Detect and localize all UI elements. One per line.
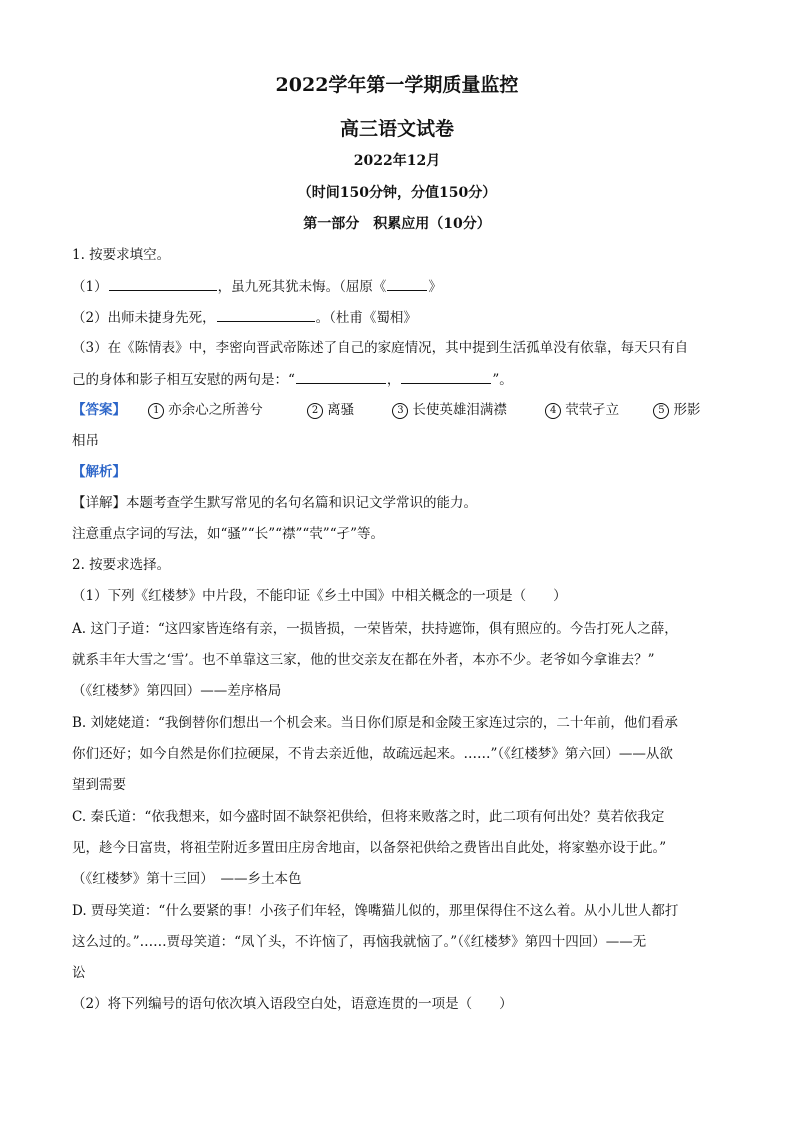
answer-item xyxy=(148,401,263,419)
circle-number: 2 xyxy=(307,403,323,419)
answer-blank[interactable] xyxy=(296,370,386,384)
exam-date: 2022年12月 xyxy=(353,153,441,169)
option-a-line1: A. 这门子道：“这四家皆连络有亲，一损皆损，一荣皆荣，扶持遮饰，俱有照应的。今告打死人之薛， xyxy=(72,621,678,637)
q1-sub2-text: （2）出师未捷身先死， xyxy=(72,310,216,326)
q1-sub1-number: （1） xyxy=(72,279,108,295)
option-d-line3: 讼 xyxy=(72,965,86,981)
option-d-line1: D. 贾母笑道：“什么要紧的事！小孩子们年轻，馋嘴猫儿似的，那里保得住不这么着。从小儿世人都打 xyxy=(72,903,679,919)
option-c-line2: 见，趁今日富贵，将祖茔附近多置田庄房舍地亩，以备祭祀供给之费皆出自此处，将家塾亦设于此。” xyxy=(72,840,667,856)
answer-text: 亦余心之所善兮 xyxy=(168,402,263,418)
answer-item xyxy=(307,401,354,419)
q2-stem: 2. 按要求选择。 xyxy=(72,557,171,573)
answer-tag: 【答案】 xyxy=(72,402,126,418)
answer-blank[interactable] xyxy=(217,308,315,322)
q2-sub1: （1）下列《红楼梦》中片段，不能印证《乡土中国》中相关概念的一项是（ ） xyxy=(72,588,567,604)
q1-sub3-end: ”。 xyxy=(492,372,513,388)
part-title: 第一部分 积累应用（10分） xyxy=(303,216,491,232)
answer-line xyxy=(72,401,700,419)
exam-title: 2022学年第一学期质量监控 xyxy=(275,74,519,96)
q1-sub3-comma: ， xyxy=(386,372,401,388)
answer-item xyxy=(392,401,507,419)
q2-sub2: （2）将下列编号的语句依次填入语段空白处，语意连贯的一项是（ ） xyxy=(72,996,513,1012)
answer-blank[interactable] xyxy=(109,277,217,291)
option-b-line3: 望到需要 xyxy=(72,777,126,793)
circle-number: 1 xyxy=(148,403,164,419)
analysis-tag: 【解析】 xyxy=(72,464,126,480)
answer-text: 形影 xyxy=(673,402,701,418)
q1-sub3-line1: （3）在《陈情表》中，李密向晋武帝陈述了自己的家庭情况，其中提到生活孤单没有依靠，每天只有自 xyxy=(72,340,689,356)
answer-blank[interactable] xyxy=(387,277,427,291)
q1-sub3-text: 己的身体和影子相互安慰的两句是：“ xyxy=(72,372,295,388)
circle-number: 4 xyxy=(545,403,561,419)
answer-text: 长使英雄泪满襟 xyxy=(412,402,507,418)
answer-item xyxy=(545,401,619,419)
option-d-line2: 这么过的。”……贾母笑道：“凤丫头，不许恼了，再恼我就恼了。”（《红楼梦》第四十四回）——无 xyxy=(72,934,647,950)
option-b-line1: B. 刘姥姥道：“我倒替你们想出一个机会来。当日你们原是和金陵王家连过宗的，二十年前，他们看承 xyxy=(72,715,678,731)
q1-sub1-end: 》 xyxy=(428,279,442,295)
circle-number: 5 xyxy=(653,403,669,419)
detail-text: 【详解】本题考查学生默写常见的名句名篇和识记文学常识的能力。 xyxy=(72,495,477,511)
q1-sub2-end: 。（杜甫《蜀相》 xyxy=(315,310,417,326)
exam-subtitle: 高三语文试卷 xyxy=(339,118,454,140)
answer-text: 离骚 xyxy=(327,402,355,418)
answer-text: 茕茕孑立 xyxy=(565,402,620,418)
option-c-line1: C. 秦氏道：“依我想来，如今盛时固不缺祭祀供给，但将来败落之时，此二项有何出处？莫若依我定 xyxy=(72,809,665,825)
answer-wrap: 相吊 xyxy=(72,433,99,449)
answer-item xyxy=(653,401,700,419)
option-a-line2: 就系丰年大雪之‘雪’。也不单靠这三家，他的世交亲友在都在外者，本亦不少。老爷如今拿谁去？” xyxy=(72,652,655,668)
q1-stem: 1. 按要求填空。 xyxy=(72,247,171,263)
q1-sub1 xyxy=(72,277,442,296)
note-text: 注意重点字词的写法，如“骚”“长”“襟”“茕”“孑”等。 xyxy=(72,526,385,542)
circle-number: 3 xyxy=(392,403,408,419)
q1-sub3-line2 xyxy=(72,370,513,389)
exam-time-score: （时间150分钟，分值150分） xyxy=(297,185,497,201)
q1-sub2 xyxy=(72,308,417,327)
option-a-line3: （《红楼梦》第四回）——差序格局 xyxy=(72,683,282,699)
option-c-line3: （《红楼梦》第十三回） ——乡土本色 xyxy=(72,871,302,887)
option-b-line2: 你们还好；如今自然是你们拉硬屎，不肯去亲近他，故疏远起来。……”（《红楼梦》第六回）——从欲 xyxy=(72,746,673,762)
answer-blank[interactable] xyxy=(401,370,491,384)
q1-sub1-text: ，虽九死其犹未悔。（屈原《 xyxy=(217,279,387,295)
